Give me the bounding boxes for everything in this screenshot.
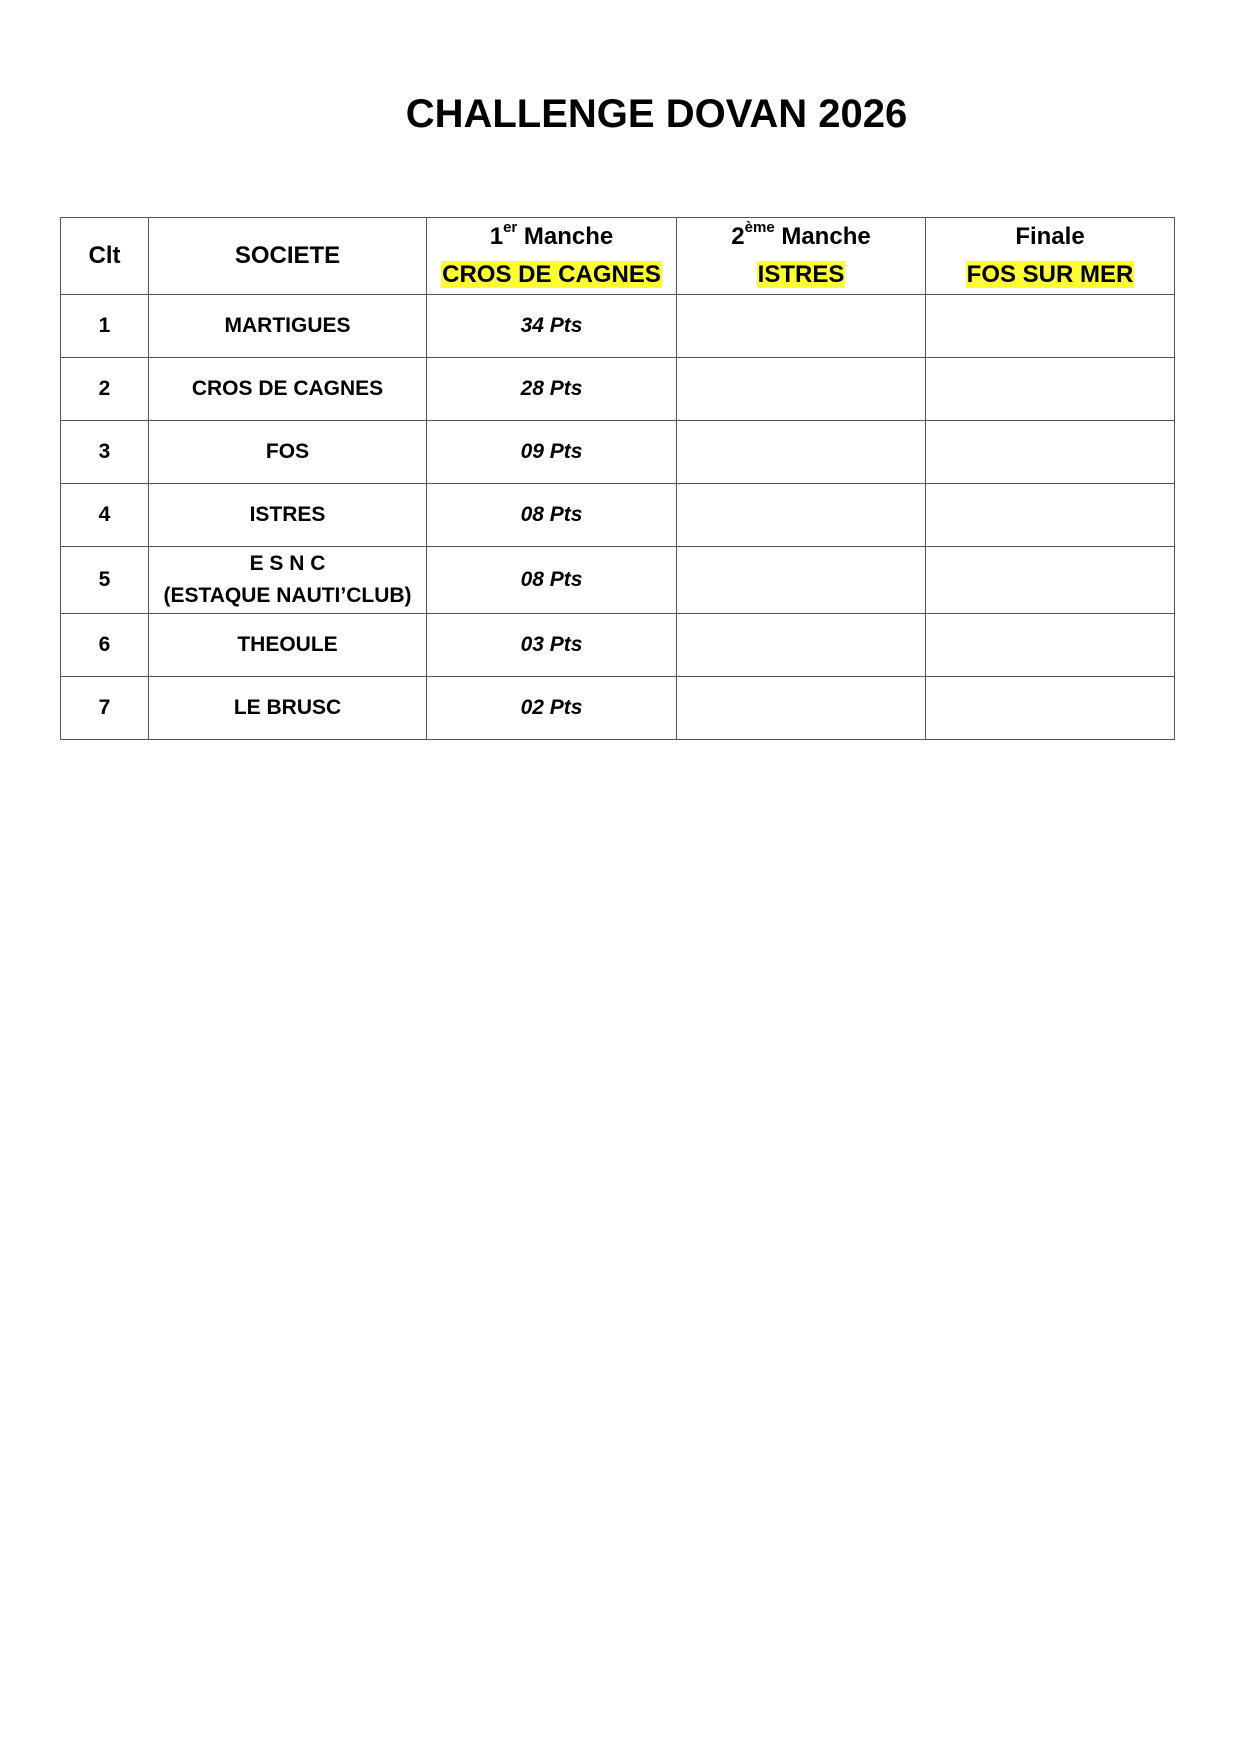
team-cell <box>149 547 427 614</box>
manche-1-title: 1er Manche <box>489 219 614 250</box>
finale-points <box>926 484 1175 547</box>
team-fullname: (ESTAQUE NAUTI’CLUB) <box>163 584 412 607</box>
table-row <box>61 614 1175 677</box>
finale-venue: FOS SUR MER <box>966 261 1134 288</box>
manche-2-title: 2ème Manche <box>731 219 871 250</box>
manche-2-points <box>677 677 926 740</box>
finale-points <box>926 614 1175 677</box>
header-row <box>61 218 1175 295</box>
team-cell: ISTRES <box>149 484 427 547</box>
team-cell: CROS DE CAGNES <box>149 358 427 421</box>
table-row <box>61 421 1175 484</box>
finale-points <box>926 358 1175 421</box>
manche-2-points <box>677 295 926 358</box>
rank-cell: 1 <box>61 295 149 358</box>
header-manche-2 <box>677 218 926 295</box>
rank-cell: 5 <box>61 547 149 614</box>
finale-points <box>926 295 1175 358</box>
manche-1-points: 09 Pts <box>427 421 677 484</box>
manche-2-points <box>677 484 926 547</box>
manche-1-venue: CROS DE CAGNES <box>442 261 661 288</box>
finale-points <box>926 421 1175 484</box>
manche-2-venue: ISTRES <box>757 261 845 288</box>
team-cell: FOS <box>149 421 427 484</box>
table-row <box>61 677 1175 740</box>
table-row <box>61 358 1175 421</box>
manche-1-points: 28 Pts <box>427 358 677 421</box>
standings-table <box>60 217 1175 740</box>
header-manche-1 <box>427 218 677 295</box>
header-finale <box>926 218 1175 295</box>
table-row <box>61 484 1175 547</box>
finale-points <box>926 547 1175 614</box>
team-cell: LE BRUSC <box>149 677 427 740</box>
rank-cell: 4 <box>61 484 149 547</box>
manche-1-points: 08 Pts <box>427 547 677 614</box>
rank-cell: 6 <box>61 614 149 677</box>
header-societe: SOCIETE <box>149 218 427 295</box>
manche-2-points <box>677 421 926 484</box>
finale-title: Finale <box>1015 223 1085 250</box>
manche-1-points: 02 Pts <box>427 677 677 740</box>
rank-cell: 3 <box>61 421 149 484</box>
manche-2-points <box>677 358 926 421</box>
team-cell: THEOULE <box>149 614 427 677</box>
manche-2-points <box>677 547 926 614</box>
manche-1-points: 08 Pts <box>427 484 677 547</box>
manche-2-points <box>677 614 926 677</box>
header-clt: Clt <box>61 218 149 295</box>
team-cell: MARTIGUES <box>149 295 427 358</box>
rank-cell: 2 <box>61 358 149 421</box>
rank-cell: 7 <box>61 677 149 740</box>
manche-1-points: 34 Pts <box>427 295 677 358</box>
page-title: CHALLENGE DOVAN 2026 <box>405 92 908 136</box>
team-abbrev: E S N C <box>249 552 326 575</box>
manche-1-points: 03 Pts <box>427 614 677 677</box>
table-row <box>61 295 1175 358</box>
table-row <box>61 547 1175 614</box>
finale-points <box>926 677 1175 740</box>
